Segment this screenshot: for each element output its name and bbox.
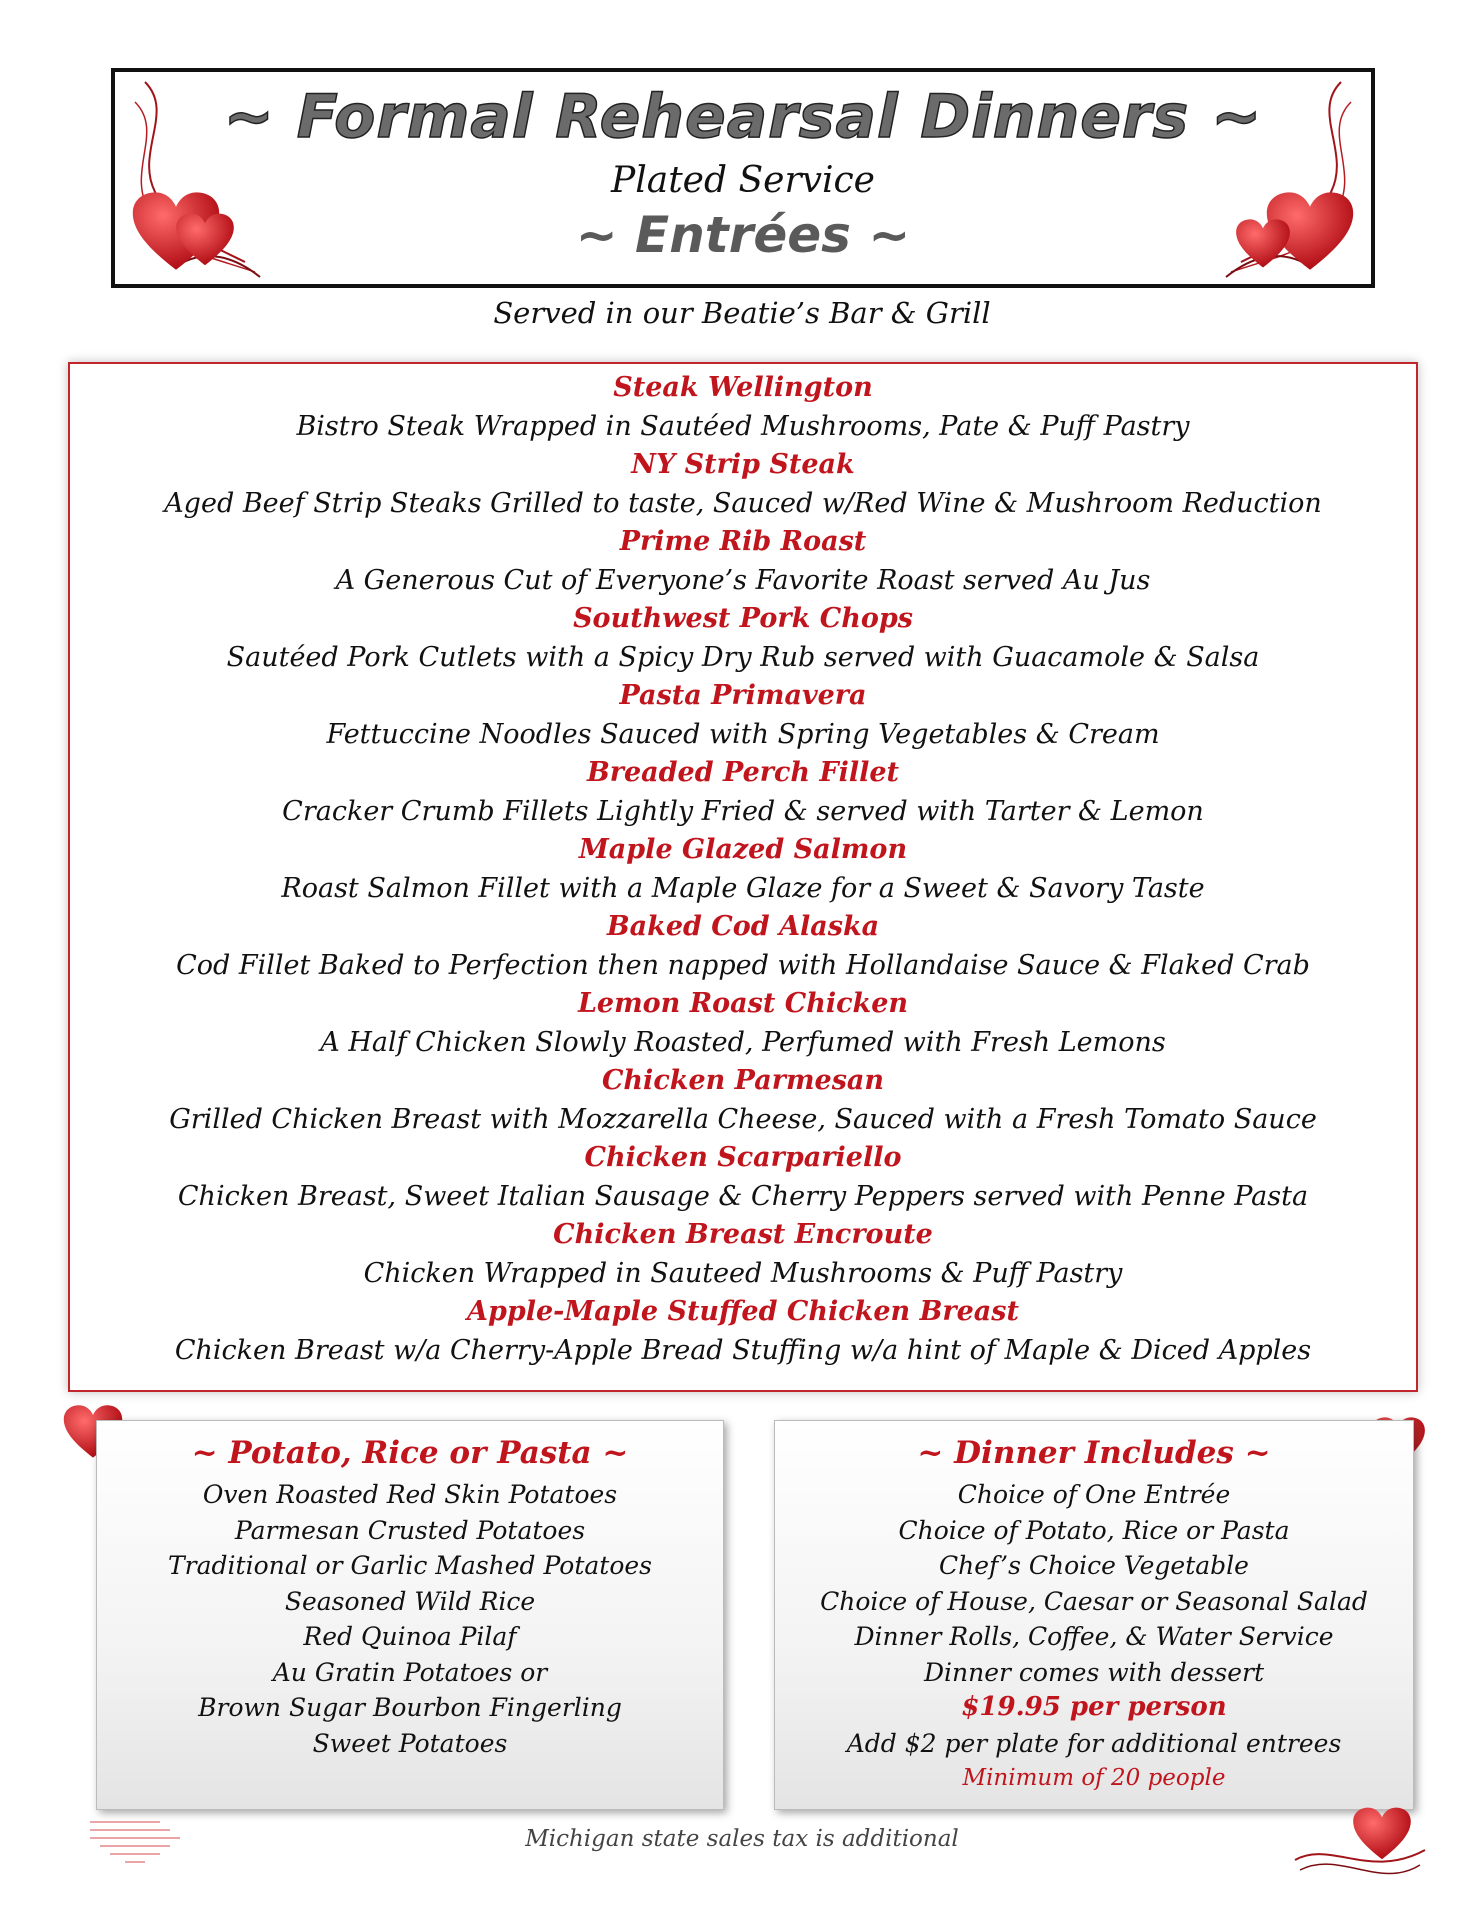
additional-entree-note: Add $2 per plate for additional entrees bbox=[846, 1728, 1342, 1758]
includes-panel bbox=[774, 1420, 1414, 1810]
entree-description: Sautéed Pork Cutlets with a Spicy Dry Rub served with Guacamole & Salsa bbox=[226, 642, 1260, 673]
list-item: Choice of House, Caesar or Seasonal Salad bbox=[820, 1586, 1368, 1616]
entree-description: Cracker Crumb Fillets Lightly Fried & served with Tarter & Lemon bbox=[282, 796, 1204, 827]
entree-description: Chicken Breast w/a Cherry-Apple Bread Stuffing w/a hint of Maple & Diced Apples bbox=[174, 1335, 1312, 1366]
entree-description: A Generous Cut of Everyone’s Favorite Roast served Au Jus bbox=[335, 565, 1151, 596]
ribbon-swirl-icon bbox=[1290, 1830, 1430, 1890]
list-item bbox=[70, 1140, 1416, 1217]
list-item bbox=[70, 832, 1416, 909]
list-item: Traditional or Garlic Mashed Potatoes bbox=[168, 1551, 652, 1580]
entrees-list bbox=[70, 370, 1416, 1371]
entree-description: Grilled Chicken Breast with Mozzarella Cheese, Sauced with a Fresh Tomato Sauce bbox=[169, 1104, 1317, 1135]
list-item: Chef’s Choice Vegetable bbox=[939, 1551, 1249, 1580]
includes-panel-title: ~ Dinner Includes ~ bbox=[917, 1435, 1271, 1471]
entree-name: Breaded Perch Fillet bbox=[586, 757, 900, 788]
entree-description: Roast Salmon Fillet with a Maple Glaze for a Sweet & Savory Taste bbox=[281, 873, 1205, 904]
price-label: $19.95 per person bbox=[961, 1692, 1227, 1722]
list-item: Seasoned Wild Rice bbox=[284, 1586, 536, 1616]
entree-name: Maple Glazed Salmon bbox=[578, 834, 908, 865]
list-item bbox=[70, 1294, 1416, 1371]
entrees-box bbox=[68, 362, 1418, 1392]
entree-name: Prime Rib Roast bbox=[619, 526, 867, 557]
list-item bbox=[70, 1217, 1416, 1294]
sides-panel-title: ~ Potato, Rice or Pasta ~ bbox=[191, 1435, 629, 1471]
entree-description: Chicken Breast, Sweet Italian Sausage & Cherry Peppers served with Penne Pasta bbox=[177, 1181, 1309, 1212]
list-item: Sweet Potatoes bbox=[312, 1728, 508, 1758]
page-title: ~ Formal Rehearsal Dinners ~ bbox=[223, 82, 1263, 152]
venue-note: Served in our Beatie’s Bar & Grill bbox=[493, 296, 991, 330]
entree-name: Lemon Roast Chicken bbox=[577, 988, 909, 1019]
list-item bbox=[70, 986, 1416, 1063]
entree-description: Chicken Wrapped in Sauteed Mushrooms & Puff Pastry bbox=[363, 1258, 1123, 1289]
entree-name: NY Strip Steak bbox=[631, 449, 855, 480]
list-item bbox=[70, 524, 1416, 601]
minimum-note: Minimum of 20 people bbox=[962, 1765, 1226, 1791]
list-item bbox=[70, 755, 1416, 832]
entree-description: Cod Fillet Baked to Perfection then napped with Hollandaise Sauce & Flaked Crab bbox=[176, 950, 1310, 981]
list-item bbox=[70, 678, 1416, 755]
list-item: Red Quinoa Pilaf bbox=[303, 1622, 517, 1651]
entree-description: Bistro Steak Wrapped in Sautéed Mushrooms, Pate & Puff Pastry bbox=[296, 411, 1190, 442]
list-item: Au Gratin Potatoes or bbox=[272, 1657, 548, 1687]
section-heading: ~ Entrées ~ bbox=[575, 206, 911, 264]
sides-panel bbox=[96, 1420, 724, 1810]
tax-note: Michigan state sales tax is additional bbox=[525, 1826, 959, 1852]
list-item: Parmesan Crusted Potatoes bbox=[234, 1515, 586, 1545]
list-item: Oven Roasted Red Skin Potatoes bbox=[202, 1480, 618, 1509]
list-item bbox=[70, 1063, 1416, 1140]
list-item: Dinner comes with dessert bbox=[923, 1657, 1264, 1687]
entree-name: Steak Wellington bbox=[613, 372, 873, 403]
list-item: Dinner Rolls, Coffee, & Water Service bbox=[854, 1622, 1334, 1651]
list-item bbox=[70, 601, 1416, 678]
header-banner bbox=[111, 68, 1375, 288]
entree-name: Chicken Breast Encroute bbox=[553, 1219, 933, 1250]
list-item bbox=[70, 370, 1416, 447]
list-item: Brown Sugar Bourbon Fingerling bbox=[198, 1693, 622, 1722]
entree-description: Fettuccine Noodles Sauced with Spring Vegetables & Cream bbox=[326, 719, 1160, 750]
list-item: Choice of One Entrée bbox=[957, 1480, 1231, 1509]
entree-name: Southwest Pork Chops bbox=[573, 603, 913, 634]
entree-name: Apple-Maple Stuffed Chicken Breast bbox=[467, 1296, 1019, 1327]
list-item: Choice of Potato, Rice or Pasta bbox=[898, 1515, 1290, 1545]
entree-description: Aged Beef Strip Steaks Grilled to taste, Sauced w/Red Wine & Mushroom Reduction bbox=[164, 488, 1322, 519]
entree-description: A Half Chicken Slowly Roasted, Perfumed with Fresh Lemons bbox=[320, 1027, 1166, 1058]
entree-name: Baked Cod Alaska bbox=[606, 911, 880, 942]
entree-name: Chicken Parmesan bbox=[601, 1065, 885, 1096]
list-item bbox=[70, 909, 1416, 986]
page-subtitle: Plated Service bbox=[611, 160, 875, 201]
list-item bbox=[70, 447, 1416, 524]
entree-name: Pasta Primavera bbox=[619, 680, 867, 711]
entree-name: Chicken Scarpariello bbox=[584, 1142, 902, 1173]
